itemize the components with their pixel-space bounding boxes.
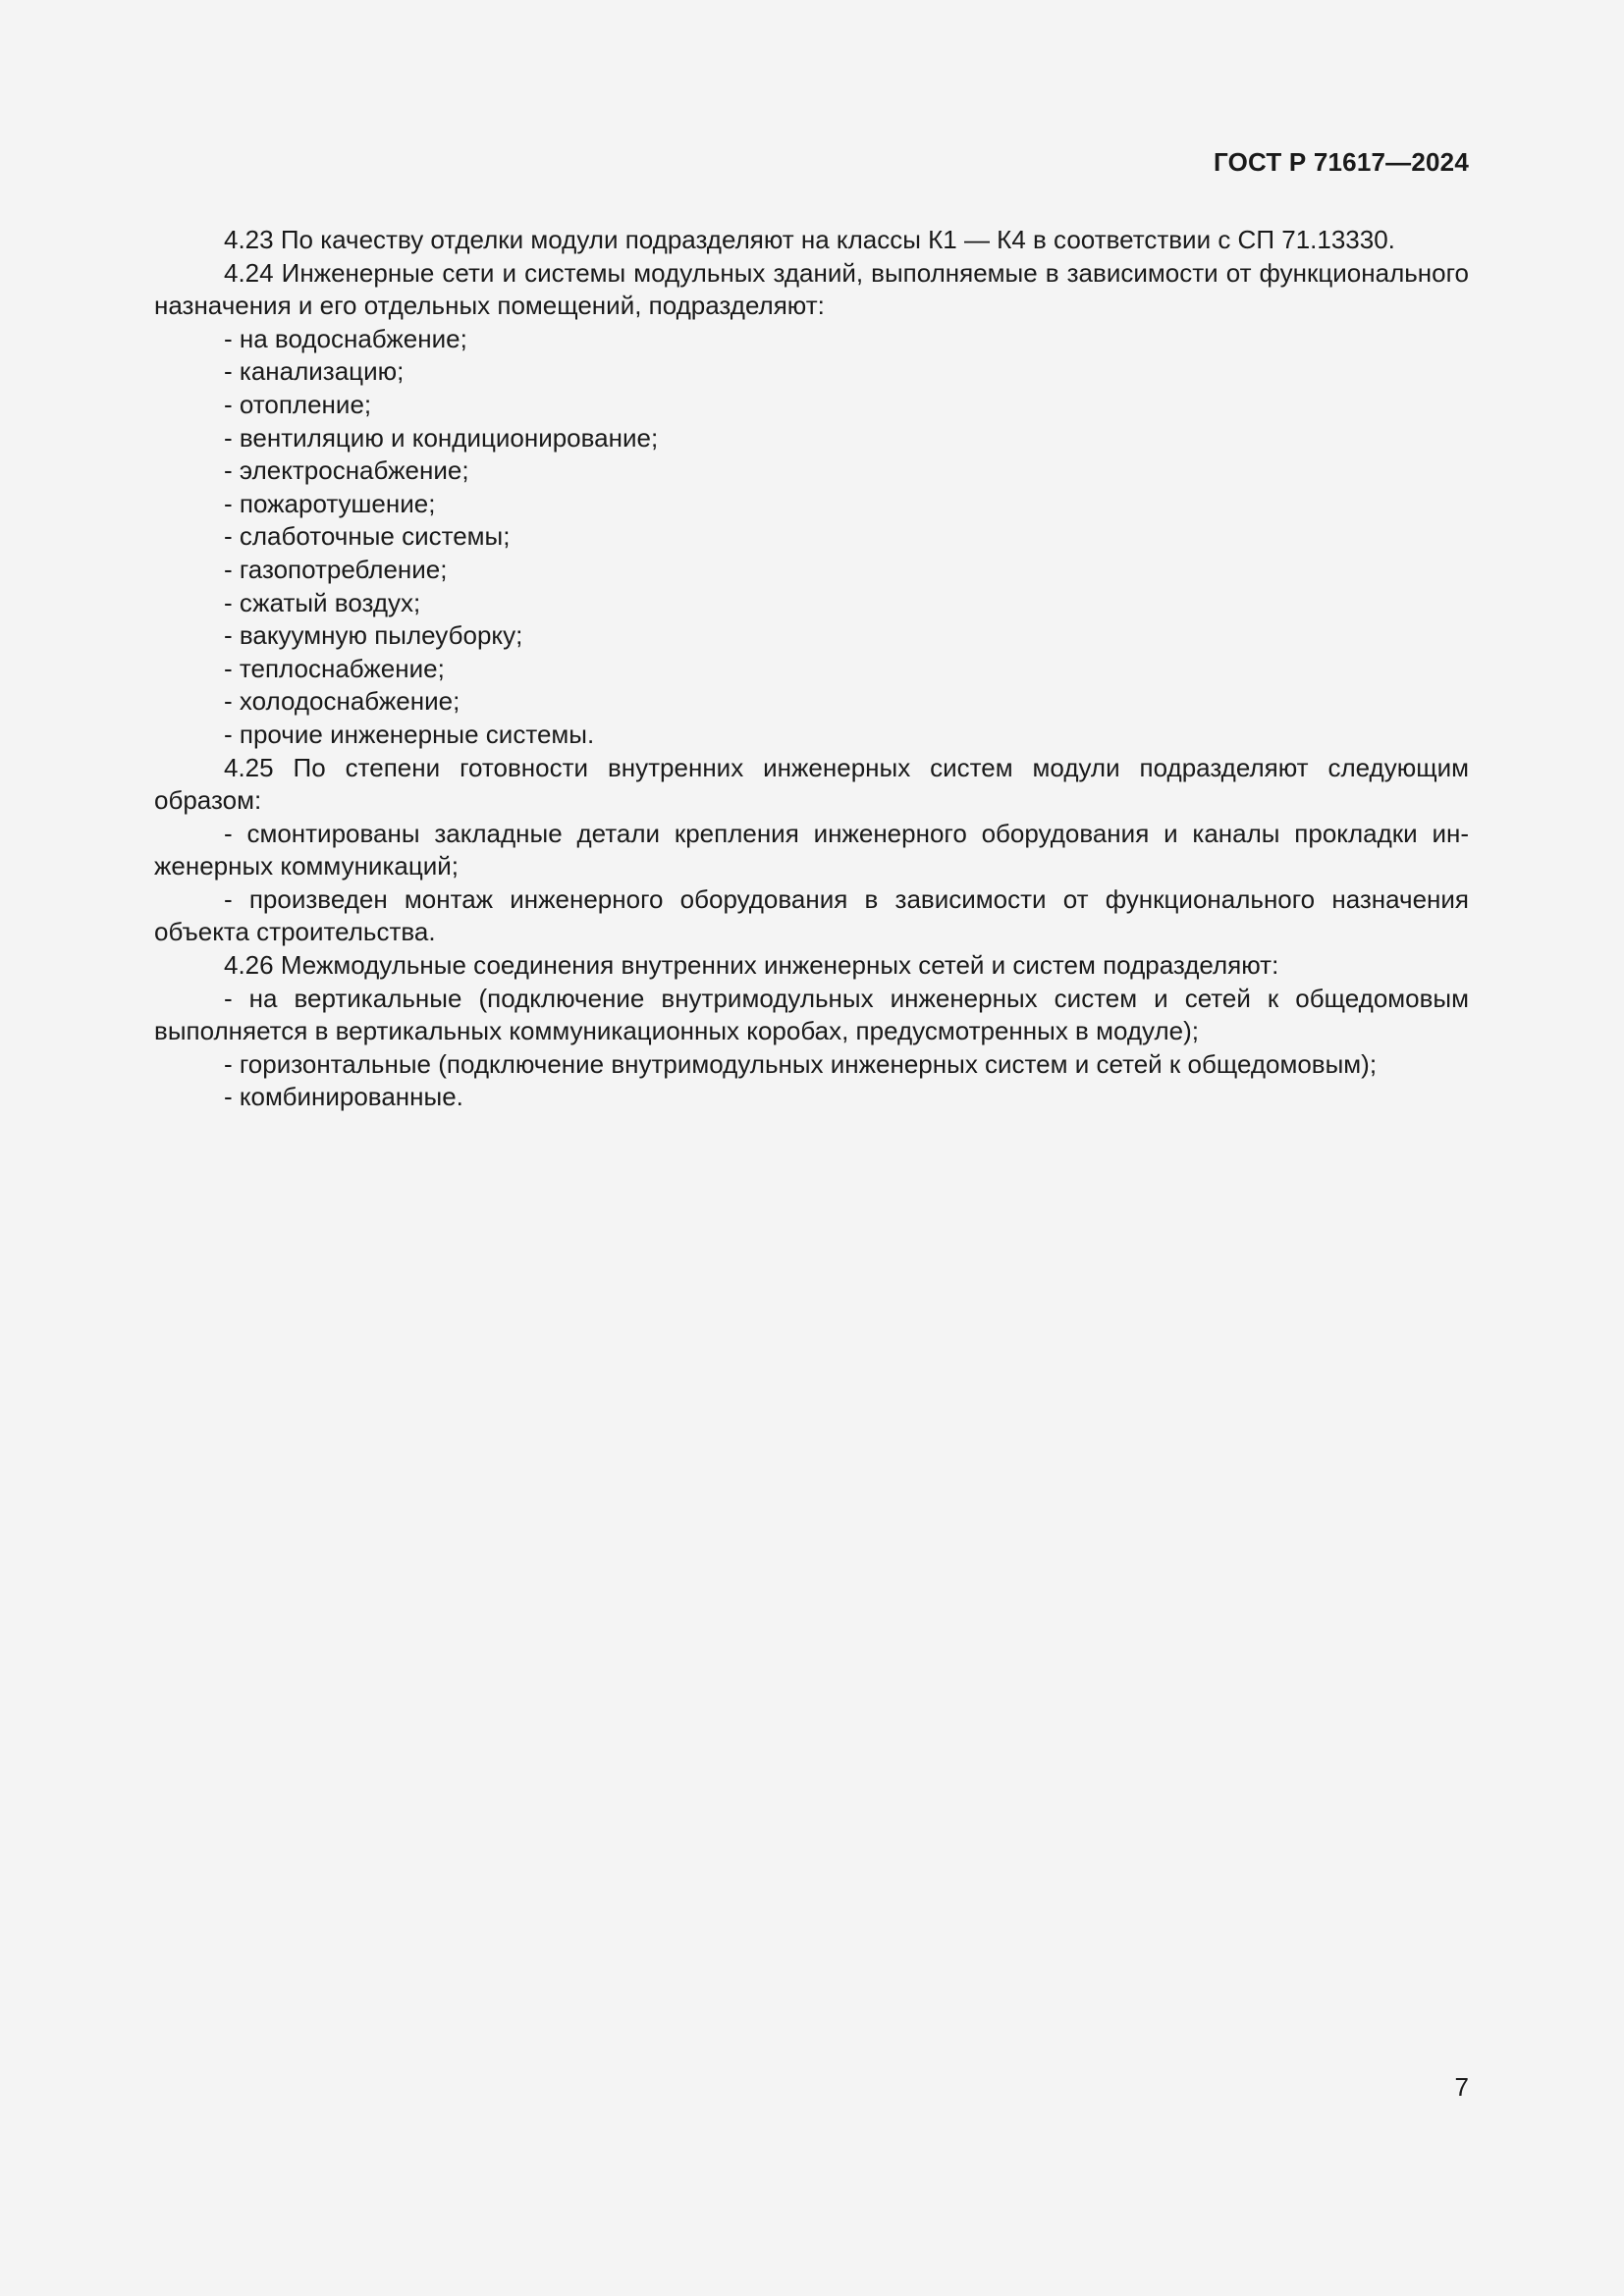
paragraph-4-26: 4.26 Межмодульные соединения внутренних инженерных сетей и систем подразделяют: (224, 950, 1279, 981)
list-item-power-supply: - электроснабжение; (224, 455, 469, 486)
list-item-cold-supply: - холодоснабжение; (224, 686, 460, 717)
list-item-other-systems: - прочие инженерные системы. (224, 719, 595, 749)
document-code: ГОСТ Р 71617—2024 (1214, 147, 1469, 177)
list-item-heat-supply: - теплоснабжение; (224, 653, 445, 683)
list-item-compressed-air: - сжатый воздух; (224, 587, 421, 617)
list-item-vacuum-cleaning: - вакуумную пылеуборку; (224, 620, 523, 651)
list-item-low-current: - слаботочные системы; (224, 521, 511, 552)
list-item-equipment-installed: - произведен монтаж инженерного оборудования в зависимости от функционального назначения объекта строительства. (154, 883, 1469, 947)
list-item-water-supply: - на водоснабжение; (224, 323, 467, 353)
paragraph-4-24: 4.24 Инженерные сети и системы модульных зданий, выполняемые в зависимости от функционального назначения и его отдельных помещений, подразделяют: (154, 257, 1469, 321)
list-item-ventilation: - вентиляцию и кондиционирование; (224, 422, 659, 453)
list-item-horizontal: - горизонтальные (подключение внутримодульных инженерных систем и сетей к общедомовым); (224, 1048, 1378, 1079)
paragraph-4-23: 4.23 По качеству отделки модули подразделяют на классы К1 — К4 в соответствии с СП 71.13330. (224, 225, 1395, 254)
paragraph-4-25: 4.25 По степени готовности внутренних инженерных систем модули подразделяют следующим образом: (154, 752, 1469, 816)
list-item-fire-extinguishing: - пожаротушение; (224, 488, 436, 518)
list-item-sewerage: - канализацию; (224, 356, 405, 387)
list-item-combined: - комбинированные. (224, 1082, 463, 1112)
list-item-gas: - газопотребление; (224, 554, 448, 584)
document-body (154, 224, 1469, 1114)
list-item-heating: - отопление; (224, 389, 372, 419)
list-item-vertical: - на вертикальные (подключение внутримодульных инженерных систем и сетей к общедомовым выполняется в вертикальных коммуникационных коробах, предусмотренных в модуле); (154, 983, 1469, 1046)
list-item-embedded-parts: - смонтированы закладные детали крепления инженерного оборудования и каналы прокладки инженерных коммуникаций; (154, 818, 1469, 881)
page-number: 7 (1454, 2072, 1469, 2102)
